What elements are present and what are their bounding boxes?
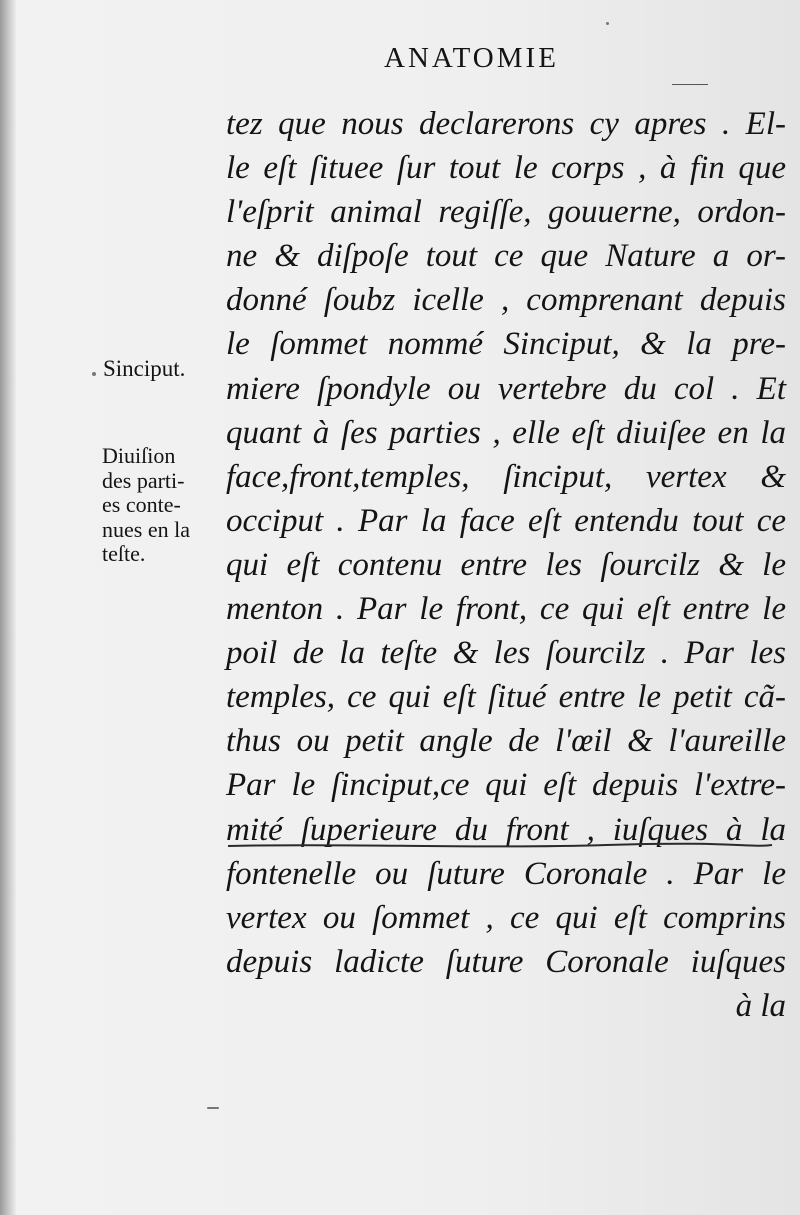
text-line: occiput . Par la face eſt entendu tout ce [226,502,786,539]
text-line: face,front,temples, ſinciput, vertex & [226,458,786,495]
ink-speck [92,372,96,376]
text-line: tez que nous declarerons cy apres . El- [226,106,786,142]
margin-note-line: Diuiſion [102,443,176,468]
text-line: menton . Par le front, ce qui eſt entre le [226,591,786,628]
margin-note-line: es conte- [102,492,181,517]
text-line: mité ſuperieure du front , iuſques à la [226,811,786,848]
catchword: à la [735,987,786,1024]
text-line: Par le ſinciput,ce qui eſt depuis l'extre- [226,767,786,804]
text-line: miere ſpondyle ou vertebre du col . Et [226,370,786,407]
text-line: le ſommet nommé Sinciput, & la pre- [226,326,786,363]
text-line: temples, ce qui eſt ſitué entre le petit cã- [226,679,786,716]
margin-note-line: des parti- [102,467,185,493]
text-line: donné ſoubz icelle , comprenant depuis [226,282,786,319]
margin-note-sinciput: Sinciput. [103,356,186,381]
text-line: fontenelle ou ſuture Coronale . Par le [226,855,786,892]
handwritten-underline [226,842,774,850]
text-line: poil de la teſte & les ſourcilz . Par les [226,635,786,672]
text-line: ne & diſpoſe tout ce que Nature a or- [226,238,786,275]
running-head: ANATOMIE [384,42,559,74]
margin-note-division [102,444,190,567]
margin-note-line: teſte. [102,541,146,566]
text-line: vertex ou ſommet , ce qui eſt comprins [226,899,786,936]
text-line: quant à ſes parties , elle eſt diuiſee en la [226,414,786,451]
ink-speck [606,22,609,25]
text-line: l'eſprit animal regiſſe, gouuerne, ordon- [226,194,786,231]
head-rule [672,84,708,85]
ink-speck [207,1107,219,1109]
body-text [226,102,786,1028]
margin-note-line: nues en la [102,516,190,542]
text-line: thus ou petit angle de l'œil & l'aureille [226,723,786,760]
page-gutter-shadow [0,0,16,1215]
text-line: depuis ladicte ſuture Coronale iuſques [226,943,786,980]
text-line: le eſt ſituee ſur tout le corps , à fin que [226,150,786,187]
text-line: qui eſt contenu entre les ſourcilz & le [226,546,786,583]
